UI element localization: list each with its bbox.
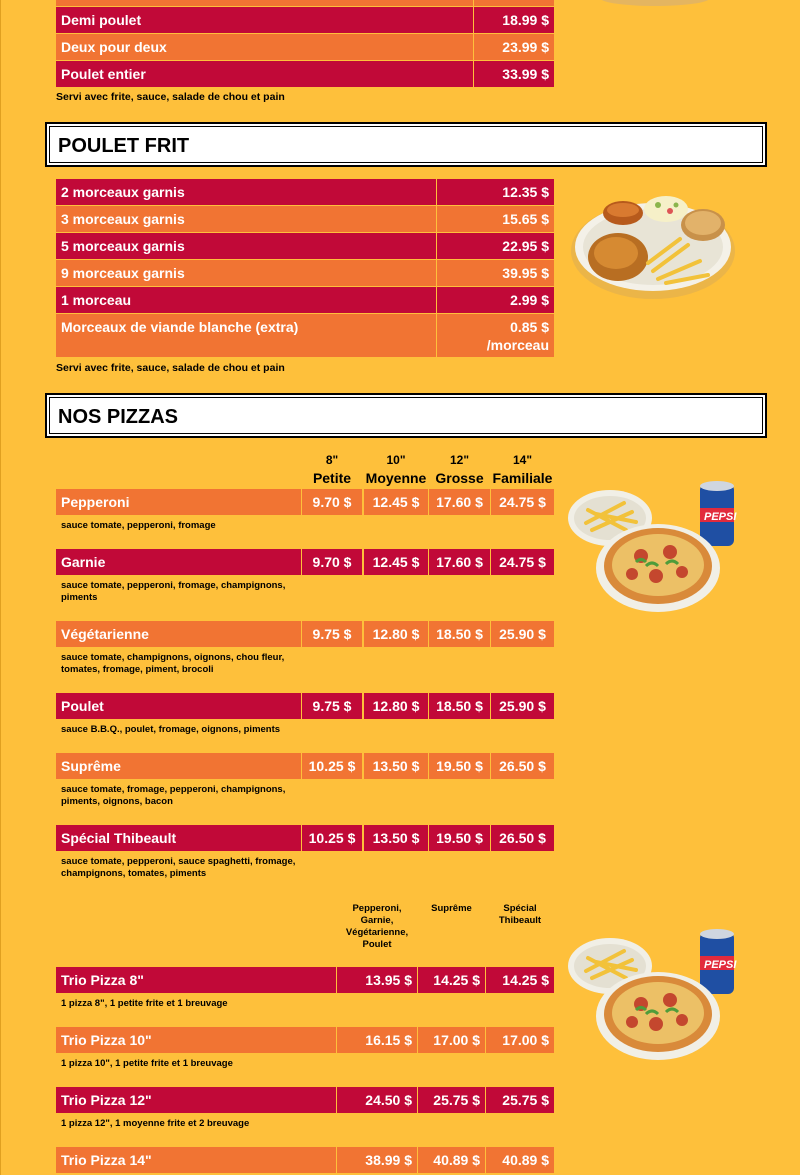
pizza-price-grosse: 19.50 $ bbox=[429, 753, 490, 779]
pizza-price-moyenne: 12.80 $ bbox=[364, 693, 428, 719]
trio-item-name: Trio Pizza 10" bbox=[56, 1027, 336, 1053]
svg-text:PEPSI: PEPSI bbox=[704, 511, 737, 523]
trio-header-pepperoni-garnie-vegetarienne-poulet: Pepperoni, Garnie, Végétarienne, Poulet bbox=[345, 903, 409, 950]
chicken-item-name: Deux pour deux bbox=[56, 34, 473, 60]
pizza-price-grosse: 18.50 $ bbox=[429, 693, 490, 719]
size-header bbox=[364, 453, 428, 489]
pizza-price-petite: 9.70 $ bbox=[302, 489, 362, 515]
pizza-description: sauce tomate, pepperoni, fromage, champignons, piments bbox=[61, 580, 286, 603]
fried-chicken-item-price: 12.35 $ bbox=[437, 179, 554, 205]
trio-price: 13.95 $ bbox=[337, 967, 417, 993]
pizza-description: sauce B.B.Q., poulet, fromage, oignons, piments bbox=[61, 724, 281, 735]
pizza-description: sauce tomate, pepperoni, sauce spaghetti, fromage, champignons, tomates, piments bbox=[61, 856, 296, 879]
pizza-price-petite: 9.75 $ bbox=[302, 621, 362, 647]
fried-chicken-item-price: 2.99 $ bbox=[437, 287, 554, 313]
pizza-price-familiale: 25.90 $ bbox=[491, 621, 554, 647]
price-unit: /morceau bbox=[486, 337, 549, 353]
pizza-item-name: Pepperoni bbox=[56, 489, 301, 515]
fried-chicken-item-name: 9 morceaux garnis bbox=[56, 260, 436, 286]
pizza-price-familiale: 24.75 $ bbox=[491, 549, 554, 575]
trio-price: 14.25 $ bbox=[418, 967, 485, 993]
chicken-row-partial bbox=[56, 0, 473, 6]
pizza-price-moyenne: 12.45 $ bbox=[364, 549, 428, 575]
size-label: Familiale bbox=[492, 470, 553, 486]
trio-price: 40.89 $ bbox=[486, 1147, 554, 1173]
size-header bbox=[491, 453, 554, 489]
trio-price: 16.15 $ bbox=[337, 1027, 417, 1053]
size-inches: 8" bbox=[325, 453, 339, 467]
size-inches: 10" bbox=[386, 453, 406, 467]
size-label: Grosse bbox=[435, 470, 484, 486]
trio-item-name: Trio Pizza 8" bbox=[56, 967, 336, 993]
trio-item-name: Trio Pizza 12" bbox=[56, 1087, 336, 1113]
fried-chicken-item-price: 15.65 $ bbox=[437, 206, 554, 232]
pizza-description: sauce tomate, champignons, oignons, chou fleur, tomates, fromage, piment, brocoli bbox=[61, 652, 285, 675]
pizza-item-name: Végétarienne bbox=[56, 621, 301, 647]
trio-price: 17.00 $ bbox=[418, 1027, 485, 1053]
trio-description: 1 pizza 8", 1 petite frite et 1 breuvage bbox=[61, 998, 228, 1009]
fried-chicken-item-price: 39.95 $ bbox=[437, 260, 554, 286]
trio-price: 14.25 $ bbox=[486, 967, 554, 993]
section-title: POULET FRIT bbox=[58, 135, 190, 157]
fried-chicken-plate-image bbox=[568, 183, 738, 305]
trio-item-name: Trio Pizza 14" bbox=[56, 1147, 336, 1173]
trio-description: 1 pizza 10", 1 petite frite et 1 breuvage bbox=[61, 1058, 233, 1069]
trio-price: 24.50 $ bbox=[337, 1087, 417, 1113]
pizza-price-familiale: 25.90 $ bbox=[491, 693, 554, 719]
size-inches: 14" bbox=[512, 453, 533, 467]
pizza-item-name: Suprême bbox=[56, 753, 301, 779]
pizza-price-petite: 10.25 $ bbox=[302, 825, 362, 851]
pizza-description: sauce tomate, pepperoni, fromage bbox=[61, 520, 216, 531]
pizza-price-familiale: 26.50 $ bbox=[491, 753, 554, 779]
section-title: NOS PIZZAS bbox=[58, 406, 179, 428]
trio-price: 38.99 $ bbox=[337, 1147, 417, 1173]
trio-header-supreme: Suprême bbox=[431, 903, 472, 914]
pizza-fries-pepsi-image bbox=[566, 478, 742, 616]
price-value: 0.85 $ bbox=[510, 319, 549, 335]
fried-chicken-item-name: 2 morceaux garnis bbox=[56, 179, 436, 205]
fried-chicken-item-price bbox=[437, 314, 554, 357]
pizza-price-grosse: 17.60 $ bbox=[429, 489, 490, 515]
pizza-price-moyenne: 12.45 $ bbox=[364, 489, 428, 515]
section-header-nos-pizzas bbox=[45, 393, 767, 438]
pizza-price-petite: 10.25 $ bbox=[302, 753, 362, 779]
fried-chicken-item-name: 1 morceau bbox=[56, 287, 436, 313]
pizza-price-moyenne: 12.80 $ bbox=[364, 621, 428, 647]
pizza-price-grosse: 17.60 $ bbox=[429, 549, 490, 575]
pizza-price-moyenne: 13.50 $ bbox=[364, 753, 428, 779]
trio-description: 1 pizza 12", 1 moyenne frite et 2 breuvage bbox=[61, 1118, 250, 1129]
chicken-note: Servi avec frite, sauce, salade de chou et pain bbox=[56, 91, 285, 103]
size-label: Moyenne bbox=[365, 470, 427, 486]
trio-price: 25.75 $ bbox=[486, 1087, 554, 1113]
page-left-border bbox=[0, 0, 1, 1175]
trio-price: 25.75 $ bbox=[418, 1087, 485, 1113]
fried-chicken-item-name: Morceaux de viande blanche (extra) bbox=[56, 314, 436, 357]
pizza-price-grosse: 18.50 $ bbox=[429, 621, 490, 647]
chicken-item-price: 18.99 $ bbox=[474, 7, 554, 33]
fried-chicken-item-name: 3 morceaux garnis bbox=[56, 206, 436, 232]
chicken-item-price: 33.99 $ bbox=[474, 61, 554, 87]
fried-chicken-note: Servi avec frite, sauce, salade de chou et pain bbox=[56, 362, 285, 374]
trio-price: 40.89 $ bbox=[418, 1147, 485, 1173]
pizza-price-moyenne: 13.50 $ bbox=[364, 825, 428, 851]
chicken-item-name: Demi poulet bbox=[56, 7, 473, 33]
pizza-fries-pepsi-image bbox=[566, 926, 742, 1064]
size-header bbox=[302, 453, 362, 489]
pizza-description: sauce tomate, fromage, pepperoni, champignons, piments, oignons, bacon bbox=[61, 784, 286, 807]
size-label: Petite bbox=[312, 470, 352, 486]
pizza-price-familiale: 26.50 $ bbox=[491, 825, 554, 851]
trio-price: 17.00 $ bbox=[486, 1027, 554, 1053]
size-header bbox=[429, 453, 490, 489]
pizza-price-familiale: 24.75 $ bbox=[491, 489, 554, 515]
fried-chicken-item-name: 5 morceaux garnis bbox=[56, 233, 436, 259]
size-inches: 12" bbox=[449, 453, 470, 467]
chicken-item-price: 23.99 $ bbox=[474, 34, 554, 60]
chicken-item-name: Poulet entier bbox=[56, 61, 473, 87]
pizza-price-petite: 9.75 $ bbox=[302, 693, 362, 719]
chicken-dinner-image bbox=[590, 0, 720, 8]
fried-chicken-item-price: 22.95 $ bbox=[437, 233, 554, 259]
pizza-item-name: Spécial Thibeault bbox=[56, 825, 301, 851]
pizza-item-name: Garnie bbox=[56, 549, 301, 575]
pizza-item-name: Poulet bbox=[56, 693, 301, 719]
svg-text:PEPSI: PEPSI bbox=[704, 959, 737, 971]
pizza-price-grosse: 19.50 $ bbox=[429, 825, 490, 851]
pizza-price-petite: 9.70 $ bbox=[302, 549, 362, 575]
trio-header-special-thibeault: Spécial Thibeault bbox=[498, 903, 542, 926]
section-header-poulet-frit bbox=[45, 122, 767, 167]
chicken-row-partial-price bbox=[474, 0, 554, 6]
